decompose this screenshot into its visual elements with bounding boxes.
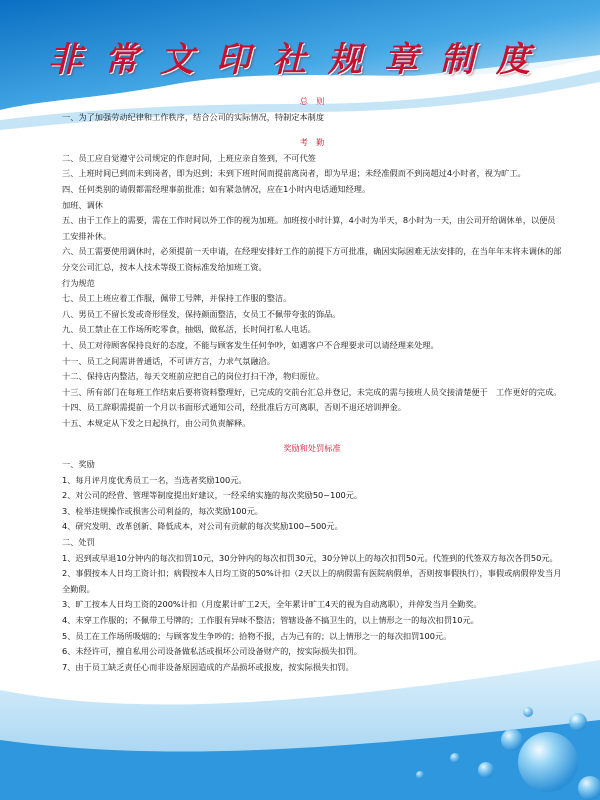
rule-line: 五、由于工作上的需要，需在工作时间以外工作的视为加班。加班按小时计算，4小时为半天，8小时为一天，由公司开给调休单，以便员工安排补休。 xyxy=(62,215,556,241)
section-heading-general: 总 则 xyxy=(299,96,325,106)
rule-line: 十五、本规定从下发之日起执行，由公司负责解释。 xyxy=(62,417,251,428)
section-heading-attendance: 考 勤 xyxy=(299,137,325,148)
rules-body xyxy=(62,94,562,675)
subheading-overtime: 加班、调休 xyxy=(62,199,103,210)
rule-line: 2、事假按本人日均工资计扣；病假按本人日均工资的50%计扣（2天以上的病假需有医院病假单，否则按事假执行），事假或病假停发当月全勤假。 xyxy=(62,568,562,594)
rule-line: 十四、员工辞职需提前一个月以书面形式通知公司，经批准后方可离职，否则不退还培训押金。 xyxy=(62,402,406,413)
rule-line: 2、对公司的经营、管理等制度提出好建议，一经采纳实施的每次奖励50~100元。 xyxy=(62,490,363,501)
rule-line: 十、员工对待顾客保持良好的态度，不能与顾客发生任何争吵，如遇客户不合理要求可以请经理来处理。 xyxy=(62,339,439,350)
rule-line: 1、迟到或早退10分钟内的每次扣罚10元，30分钟内的每次扣罚30元，30分钟以上的每次扣罚50元。代签到的代签双方每次各罚50元。 xyxy=(62,552,558,563)
rule-line: 4、研究发明、改革创新、降低成本，对公司有贡献的每次奖励100~500元。 xyxy=(62,521,343,532)
rule-line: 5、员工在工作场所吸烟的；与顾客发生争吵的；拾物不报，占为己有的；以上情形之一的每次扣罚100元。 xyxy=(62,630,452,641)
rule-line: 1、每月评月度优秀员工一名，当选者奖励100元。 xyxy=(62,474,247,485)
rule-line: 3、检举违规操作或损害公司利益的，每次奖励100元。 xyxy=(62,505,263,516)
rule-line: 三、上班时间已到而未到岗者，即为迟到；未到下班时间而提前离岗者，即为早退；未经准假而不到岗超过4小时者，视为旷工。 xyxy=(62,168,526,179)
rule-line: 3、旷工按本人日均工资的200%计扣（月度累计旷工2天，全年累计旷工4天的视为自动离职），并停发当月全勤奖。 xyxy=(62,599,482,610)
rule-line: 二、员工应自觉遵守公司规定的作息时间，上班应亲自签到，不可代签 xyxy=(62,152,316,163)
subheading-penalties: 二、处罚 xyxy=(62,537,95,548)
rule-line: 6、未经许可，擅自私用公司设备做私活或损坏公司设备财产的，按实际损失扣罚。 xyxy=(62,646,362,657)
rule-line: 七、员工上班应着工作服，佩带工号牌，并保持工作服的整洁。 xyxy=(62,293,292,304)
page-title: 非常文印社规章制度 xyxy=(48,40,552,80)
rule-line: 7、由于员工缺乏责任心而非设备原因造成的产品损坏或报废，按实际损失扣罚。 xyxy=(62,661,354,672)
rule-line: 六、员工需要使用调休时，必须提前一天申请，在经理安排好工作的前提下方可批准，确因实际困难无法安排的，在当年年末将未调休的部分交公司汇总，按本人技术等级工资标准发给加班工资。 xyxy=(62,246,562,272)
rule-line: 十一、员工之间需讲普通话，不可讲方言，力求气氛融洽。 xyxy=(62,355,275,366)
rule-line: 九、员工禁止在工作场所吃零食，抽烟，做私活，长时间打私人电话。 xyxy=(62,324,316,335)
rule-line: 一、为了加强劳动纪律和工作秩序，结合公司的实际情况，特制定本制度 xyxy=(62,111,325,122)
rule-line: 十二、保持店内整洁，每天交班前应把自己的岗位打扫干净，物归原位。 xyxy=(62,371,325,382)
subheading-rewards: 一、奖励 xyxy=(62,459,95,470)
rule-line: 十三、所有部门在每班工作结束后要将资料整理好，已完成的交前台汇总并登记，未完成的需与接班人员交接清楚便于 工作更好的完成。 xyxy=(62,386,562,397)
rule-line: 四、任何类别的请假都需经理事前批准；如有紧急情况，应在1小时内电话通知经理。 xyxy=(62,183,371,194)
rule-line: 4、未穿工作服的；不佩带工号牌的；工作服有异味不整洁；管辖设备不搞卫生的，以上情形之一的每次扣罚10元。 xyxy=(62,615,479,625)
section-heading-rewards-penalties: 奖励和处罚标准 xyxy=(283,443,341,454)
rule-line: 八、男员工不留长发或奇形怪发，保持颜面整洁，女员工不佩带夸张的饰品。 xyxy=(62,308,341,319)
subheading-conduct: 行为规范 xyxy=(62,277,95,288)
